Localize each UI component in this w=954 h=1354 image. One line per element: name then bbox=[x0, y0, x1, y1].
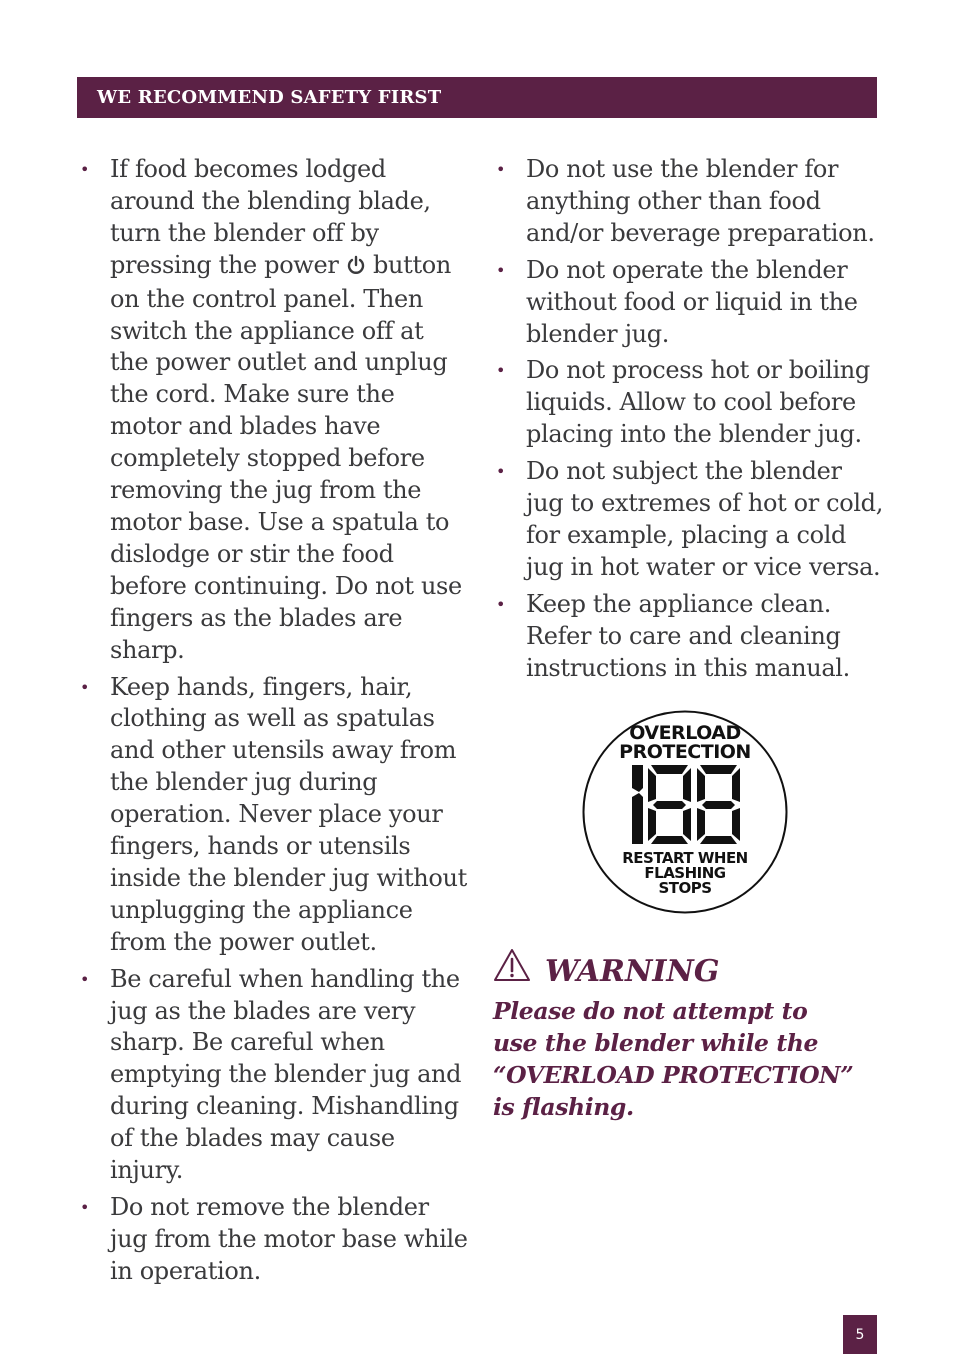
overload-protection-label bbox=[582, 724, 788, 762]
list-item-text-before: If food becomes lodged around the blending blade, turn the blender off by pressing the power bbox=[110, 155, 431, 279]
list-item-text: Be careful when handling the jug as the blades are very sharp. Be careful when emptying the blender jug and during cleaning. Mishandling of the blades may cause injury. bbox=[110, 964, 462, 1185]
list-item-text: Do not use the blender for anything other than food and/or beverage preparation. bbox=[526, 155, 875, 247]
list-item bbox=[494, 154, 884, 250]
restart-label-line: RESTART WHEN bbox=[622, 849, 748, 867]
warning-message bbox=[493, 996, 893, 1124]
list-item-text: Do not operate the blender without food or liquid in the blender jug. bbox=[526, 255, 858, 348]
warning-message-line: “OVERLOAD PROTECTION” bbox=[493, 1060, 854, 1089]
bullet-icon: • bbox=[496, 260, 506, 280]
list-item-text bbox=[110, 154, 468, 667]
warning-message-line: Please do not attempt to bbox=[493, 997, 808, 1025]
list-item-text: Keep the appliance clean. Refer to care and cleaning instructions in this manual. bbox=[526, 589, 850, 682]
warning-triangle-icon bbox=[493, 948, 531, 982]
bullet-icon: • bbox=[496, 160, 506, 179]
page-number-badge bbox=[843, 1315, 877, 1354]
warning-message-line: use the blender while the bbox=[493, 1028, 819, 1057]
list-item bbox=[78, 964, 468, 1187]
bullet-icon: • bbox=[80, 677, 90, 697]
left-bullet-list bbox=[78, 154, 468, 1293]
flashing-label-line: FLASHING bbox=[644, 864, 726, 882]
bullet-icon: • bbox=[496, 361, 506, 381]
list-item-text: Do not process hot or boiling liquids. Allow to cool before placing into the blender jug. bbox=[526, 356, 870, 449]
list-item bbox=[494, 456, 884, 584]
bullet-icon: • bbox=[80, 969, 90, 989]
section-header bbox=[77, 77, 877, 118]
warning-title: WARNING bbox=[545, 954, 720, 989]
bullet-icon: • bbox=[80, 160, 90, 179]
power-icon bbox=[347, 252, 365, 284]
overload-display-illustration bbox=[582, 710, 788, 914]
stops-label-line: STOPS bbox=[658, 879, 712, 897]
list-item bbox=[494, 255, 884, 351]
list-item-text: Do not remove the blender jug from the motor base while in operation. bbox=[110, 1193, 468, 1285]
list-item-text: Keep hands, fingers, hair, clothing as well as spatulas and other utensils away from the blender jug during operation. Never place your fingers, hands or utensils inside the blender jug without unplugging the appliance from the power outlet. bbox=[110, 672, 467, 956]
section-title: WE RECOMMEND SAFETY FIRST bbox=[97, 87, 442, 108]
list-item bbox=[78, 1192, 468, 1288]
bullet-icon: • bbox=[496, 594, 506, 614]
list-item bbox=[78, 154, 468, 667]
right-bullet-list bbox=[494, 154, 884, 690]
bullet-icon: • bbox=[80, 1198, 90, 1217]
protection-label-line: PROTECTION bbox=[619, 741, 751, 763]
overload-label-line: OVERLOAD bbox=[629, 722, 741, 744]
bullet-icon: • bbox=[496, 462, 506, 482]
list-item bbox=[494, 355, 884, 451]
list-item-text-after: button on the control panel. Then switch the appliance off at the power outlet and unplug the cord. Make sure the motor and blades have completely stopped before removing the jug from the motor base. Use a spatula to dislodge or stir the food before continuing. Do not use fingers as the blades are sharp. bbox=[110, 250, 462, 664]
warning-message-line: is flashing. bbox=[493, 1092, 634, 1121]
list-item-text: Do not subject the blender jug to extremes of hot or cold, for example, placing a cold jug in hot water or vice versa. bbox=[526, 457, 883, 581]
list-item bbox=[78, 672, 468, 959]
restart-instruction-label bbox=[582, 851, 788, 896]
list-item bbox=[494, 589, 884, 685]
page-number: 5 bbox=[855, 1326, 865, 1343]
